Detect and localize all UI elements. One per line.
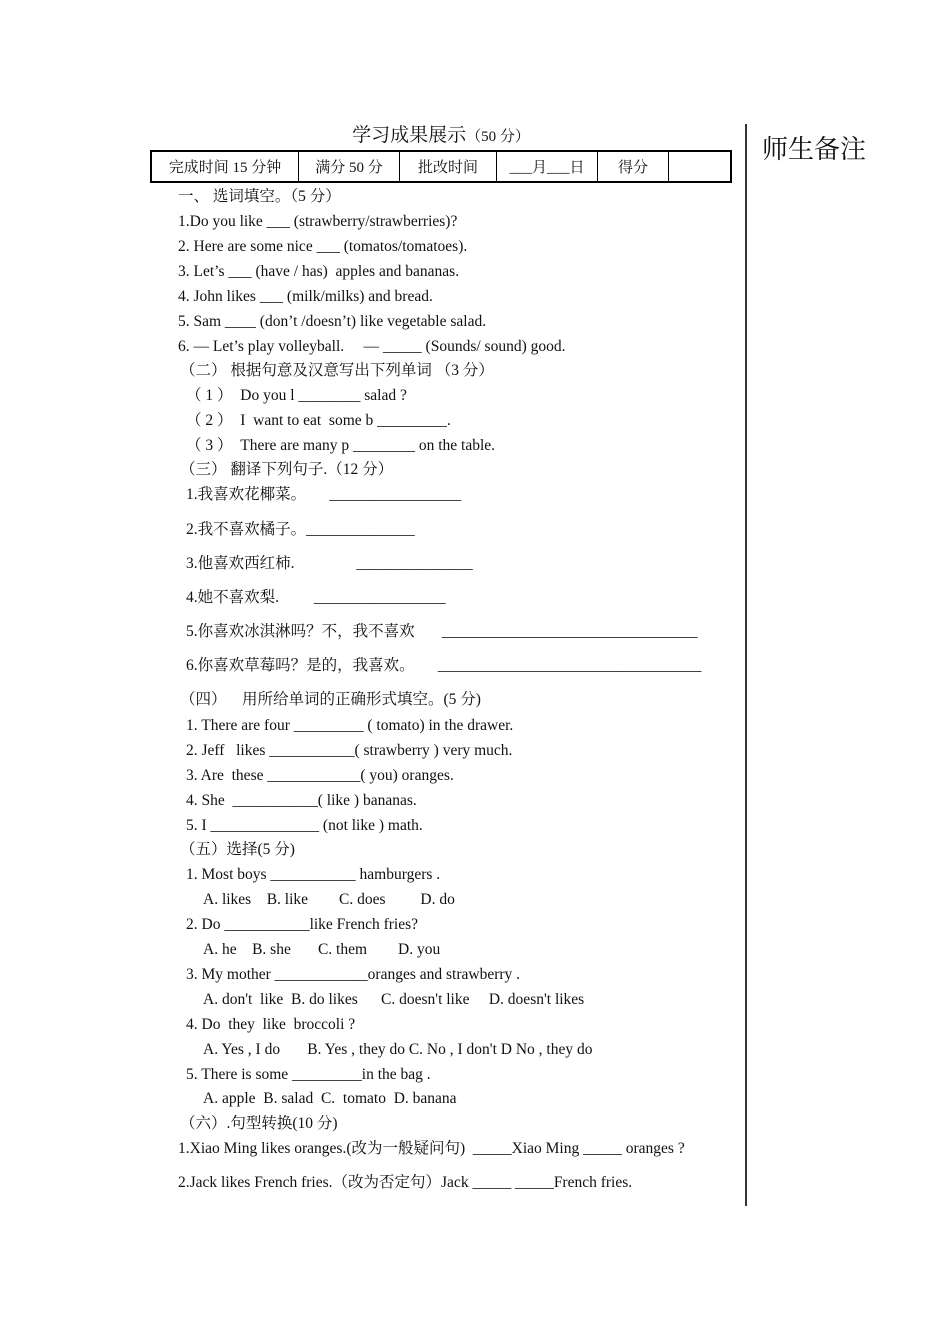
worksheet-line: 5. I ______________ (not like ) math. xyxy=(186,817,423,834)
score-value-cell xyxy=(669,151,732,182)
worksheet-line: 5. There is some _________in the bag . xyxy=(186,1066,431,1083)
margin-divider xyxy=(745,124,747,1206)
worksheet-line: A. Yes , I do B. Yes , they do C. No , I don't D No , they do xyxy=(203,1041,593,1058)
worksheet-line: 2. Jeff likes ___________( strawberry ) very much. xyxy=(186,742,513,759)
worksheet-line: （六）.句型转换(10 分) xyxy=(180,1115,338,1132)
worksheet-line: 1.我喜欢花椰菜。 _________________ xyxy=(186,486,462,503)
worksheet-line: 3.他喜欢西红柿. _______________ xyxy=(186,555,473,572)
title-main: 学习成果展示 xyxy=(352,125,467,146)
score-label-cell: 得分 xyxy=(598,151,669,182)
worksheet-line: （三） 翻译下列句子.（12 分） xyxy=(180,461,394,478)
worksheet-line: 3. Let’s ___ (have / has) apples and bananas. xyxy=(178,263,460,280)
worksheet-line: 2.我不喜欢橘子。______________ xyxy=(186,521,415,538)
worksheet-line: 6. — Let’s play volleyball. — _____ (Sounds/ sound) good. xyxy=(178,338,566,355)
worksheet-line: A. he B. she C. them D. you xyxy=(203,941,441,958)
page-title xyxy=(150,124,732,149)
worksheet-line: （ 2 ） I want to eat some b _________. xyxy=(186,412,451,429)
worksheet-line: 一、 选词填空。（5 分） xyxy=(178,188,341,205)
date-cell: ___月___日 xyxy=(497,151,598,182)
time-limit-cell: 完成时间 15 分钟 xyxy=(151,151,299,182)
worksheet-line: 5. Sam ____ (don’t /doesn’t) like vegetable salad. xyxy=(178,313,487,330)
header-table xyxy=(150,150,732,183)
worksheet-line: 5.你喜欢冰淇淋吗？不，我不喜欢 _________________________________ xyxy=(186,623,698,640)
worksheet-line: 1.Xiao Ming likes oranges.(改为一般疑问句) _____Xiao Ming _____ oranges ? xyxy=(178,1140,685,1157)
worksheet-line: （ 1 ） Do you l ________ salad ? xyxy=(186,387,407,404)
grading-time-cell: 批改时间 xyxy=(400,151,497,182)
worksheet-line: A. apple B. salad C. tomato D. banana xyxy=(203,1090,457,1107)
worksheet-line: （四） 用所给单词的正确形式填空。(5 分) xyxy=(180,691,481,708)
worksheet-line: 4. She ___________( like ) bananas. xyxy=(186,792,417,809)
worksheet-line: 1.Do you like ___ (strawberry/strawberries)? xyxy=(178,213,458,230)
worksheet-line: A. likes B. like C. does D. do xyxy=(203,891,455,908)
worksheet-line: （ 3 ） There are many p ________ on the table. xyxy=(186,437,496,454)
worksheet-line: 2. Here are some nice ___ (tomatos/tomatoes). xyxy=(178,238,468,255)
worksheet-line: 2. Do ___________like French fries? xyxy=(186,916,419,933)
worksheet-line: 2.Jack likes French fries.（改为否定句）Jack _____ _____French fries. xyxy=(178,1174,633,1191)
title-score: （50 分） xyxy=(466,129,530,145)
worksheet-line: （二） 根据句意及汉意写出下列单词 （3 分） xyxy=(180,362,494,379)
worksheet-line: 4. John likes ___ (milk/milks) and bread. xyxy=(178,288,433,305)
worksheet-line: 4.她不喜欢梨. _________________ xyxy=(186,589,446,606)
worksheet-line: 1. There are four _________ ( tomato) in the drawer. xyxy=(186,717,514,734)
worksheet-line: 1. Most boys ___________ hamburgers . xyxy=(186,866,441,883)
side-note-heading: 师生备注 xyxy=(762,135,867,165)
worksheet-line: 4. Do they like broccoli ? xyxy=(186,1016,356,1033)
worksheet-line: 6.你喜欢草莓吗？是的，我喜欢。 __________________________________ xyxy=(186,657,702,674)
worksheet-line: 3. Are these ____________( you) oranges. xyxy=(186,767,454,784)
worksheet-line: 3. My mother ____________oranges and strawberry . xyxy=(186,966,521,983)
worksheet-line: A. don't like B. do likes C. doesn't like D. doesn't likes xyxy=(203,991,585,1008)
worksheet-line: （五）选择(5 分) xyxy=(180,841,295,858)
full-score-cell: 满分 50 分 xyxy=(299,151,400,182)
